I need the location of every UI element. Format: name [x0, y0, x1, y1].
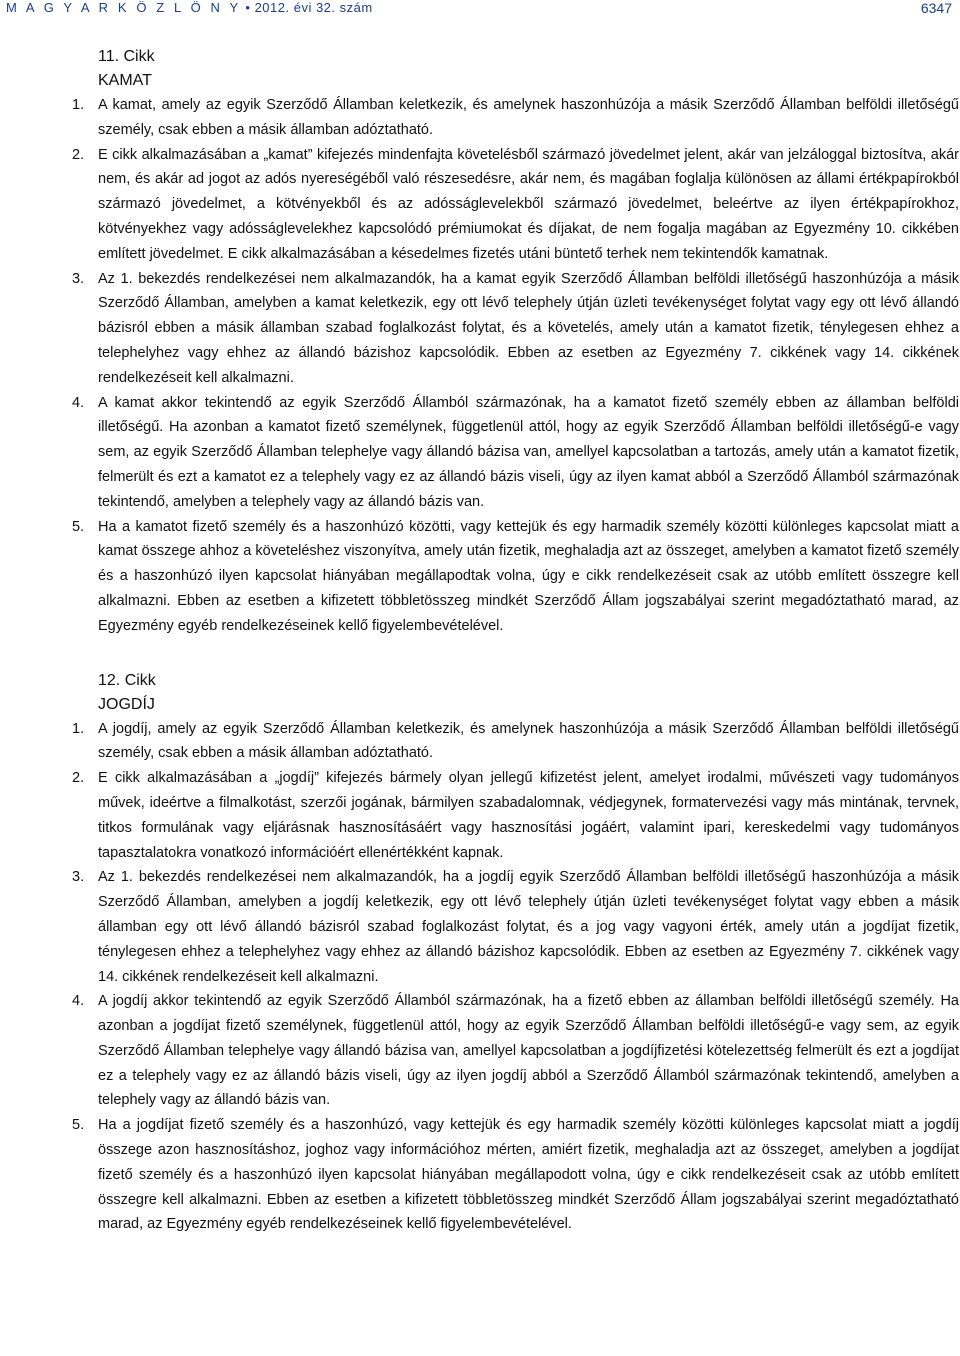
paragraph-number: 5.: [72, 518, 85, 535]
paragraph-number: 1.: [72, 720, 85, 737]
paragraph-text: Az 1. bekezdés rendelkezései nem alkalmazandók, ha a jogdíj egyik Szerződő Államban belföldi illetőségű haszonhúzója a másik Szerződő Államban, amelyben a jogdíj keletkezik, egy ott lévő telephely útján üzleti tevékenységet folytat vagy ebben a másik államban egy ott lévő állandó bázisról szabad foglalkozást folytat, és a jog vagy vagyoni érték, amely után a jogdíjat fizetik, ténylegesen ehhez a telephelyhez vagy ehhez az állandó bázishoz kapcsolódik. Ebben az esetben az Egyezmény 7. cikkének vagy 14. cikkének rendelkezéseit kell alkalmazni.: [98, 869, 959, 985]
paragraph: [72, 1113, 959, 1237]
page-number: 6347: [920, 0, 952, 16]
paragraph-text: Az 1. bekezdés rendelkezései nem alkalmazandók, ha a kamat egyik Szerződő Államban belföldi illetőségű haszonhúzója a másik Szerződő Államban, amelyben a kamat keletkezik, egy ott lévő telephely útján üzleti tevékenységet folytat vagy egy ott lévő állandó bázisról ebben a másik államban szabad foglalkozást folytat, és a követelés, amely után a kamatot fizetik, ténylegesen ehhez a telephelyhez vagy ehhez az állandó bázishoz kapcsolódik. Ebben az esetben az Egyezmény 7. cikkének vagy 14. cikkének rendelkezéseit kell alkalmazni.: [98, 270, 959, 386]
paragraph: [72, 93, 959, 143]
paragraph-number: 3.: [72, 270, 85, 287]
paragraph: [72, 717, 959, 767]
paragraph-text: A jogdíj, amely az egyik Szerződő Államban keletkezik, és amelynek haszonhúzója a másik Szerződő Államban belföldi illetőségű személy, csak ebben a másik államban adóztatható.: [98, 720, 959, 762]
header-left: [6, 0, 373, 15]
paragraph-number: 5.: [72, 1117, 85, 1134]
article-title: KAMAT: [98, 72, 152, 89]
paragraph-text: A kamat akkor tekintendő az egyik Szerződő Államból származónak, ha a kamatot fizető személy ebben az államban belföldi illetőségű. Ha azonban a kamatot fizető személynek, függetlenül attól, hogy az egyik Szerződő Államban belföldi illetőségű-e vagy sem, az egyik Szerződő Államban telephelye vagy állandó bázisa van, amellyel kapcsolatban a tartozás, amely után a kamatot fizetik, felmerült és ezt a kamatot ez a telephely vagy ez az állandó bázis viseli, úgy az ilyen kamat abból a Szerződő Államból származónak tekintendő, amelyben a telephely vagy az állandó bázis van.: [98, 394, 959, 510]
paragraph-number: 4.: [72, 394, 85, 411]
article-12: [72, 669, 959, 1238]
paragraph-text: E cikk alkalmazásában a „jogdíj” kifejezés bármely olyan jellegű kifizetést jelent, amelyet irodalmi, művészeti vagy tudományos művek, ideértve a filmalkotást, szerzői jogának, bármilyen szabadalomnak, védjegynek, formatervezési vagy más mintának, tervnek, titkos formulának vagy eljárásnak hasznosításáért vagy hasznosítási jogáért, valamint ipari, kereskedelmi vagy tudományos tapasztalatokra vonatkozó információért ellenértékként kapnak.: [98, 770, 959, 861]
article-11: [72, 45, 959, 639]
header-bullet: •: [245, 0, 251, 15]
paragraph-number: 1.: [72, 97, 85, 113]
article-number: 11. Cikk: [98, 48, 155, 65]
paragraph: [72, 865, 959, 989]
paragraph-number: 3.: [72, 869, 85, 886]
paragraph-text: A jogdíj akkor tekintendő az egyik Szerződő Államból származónak, ha a fizető ebben az államban belföldi illetőségű személy. Ha azonban a jogdíjat fizető személynek, függetlenül attól, hogy az egyik Szerződő Államban belföldi illetőségű-e vagy sem, az egyik Szerződő Államban telephelye vagy állandó bázisa van, amellyel kapcsolatban a jogdíjfizetési kötelezettség felmerült és ezt a jogdíjat ez a telephely vagy ez az állandó bázis viseli, úgy az ilyen jogdíj abból a Szerződő Államból származónak tekintendő, amelyben a telephely vagy az állandó bázis van.: [98, 993, 959, 1109]
paragraph-number: 2.: [72, 770, 85, 787]
article-number: 12. Cikk: [98, 671, 156, 689]
paragraph-number: 2.: [72, 146, 85, 163]
paragraph: [72, 766, 959, 865]
paragraph: [72, 267, 959, 391]
paragraph-text: Ha a jogdíjat fizető személy és a haszonhúzó, vagy kettejük és egy harmadik személy közötti különleges kapcsolat miatt a jogdíj összege azon hasznosításhoz, joghoz vagy információhoz mérten, amiért fizetik, meghaladja azt az összeget, amelyben a jogdíjat fizető személy és a haszonhúzó ilyen kapcsolat hiányában megállapodott volna, úgy e cikk rendelkezéseit csak az utóbb említett összegre kell alkalmazni. Ebben az esetben a kifizetett többletösszeg mindkét Szerződő Állam jogszabályai szerint megadóztatható marad, az Egyezmény egyéb rendelkezéseinek kellő figyelembevételével.: [98, 1117, 959, 1233]
paragraph: [72, 391, 959, 515]
document-body: [72, 45, 959, 1237]
paragraph-text: Ha a kamatot fizető személy és a haszonhúzó közötti, vagy kettejük és egy harmadik személy közötti különleges kapcsolat miatt a kamat összege ahhoz a követeléshez viszonyítva, amely után fizetik, meghaladja azt az összeget, amelyben a kamatot fizető személy és a haszonhúzó ilyen kapcsolat hiányában megállapodtak volna, úgy e cikk rendelkezéseit csak az utóbb említett összegre kell alkalmazni. Ebben az esetben a kifizetett többletösszeg mindkét Szerződő Állam jogszabályai szerint megadóztatható marad, az Egyezmény egyéb rendelkezéseinek kellő figyelembevételével.: [98, 518, 959, 634]
publication-name: M A G Y A R K Ö Z L Ö N Y: [6, 0, 242, 15]
paragraph: [72, 143, 959, 267]
paragraph-text: A kamat, amely az egyik Szerződő Államban keletkezik, és amelynek haszonhúzója a másik Szerződő Államban belföldi illetőségű személy, csak ebben a másik államban adóztatható.: [98, 97, 959, 138]
article-title: JOGDÍJ: [98, 695, 155, 713]
issue-label: 2012. évi 32. szám: [254, 0, 373, 15]
paragraph-text: E cikk alkalmazásában a „kamat” kifejezés mindenfajta követelésből származó jövedelmet jelent, akár van jelzáloggal biztosítva, akár nem, és akár ad jogot az adós nyereségéből való részesedésre, akár nem, és magában foglalja különösen az állami értékpapírokból származó jövedelmet, a kötvényekből és az adósságlevelekből származó jövedelmet, beleértve az ilyen értékpapírokhoz, kötvényekhez vagy adósságlevelekhez kapcsolódó prémiumokat és díjakat, de nem fogalja magában az Egyezmény 10. cikkében említett jövedelmet. E cikk alkalmazásában a késedelmes fizetés utáni büntető terhek nem tekintendők kamatnak.: [98, 146, 959, 262]
paragraph-number: 4.: [72, 993, 85, 1010]
paragraph: [72, 515, 959, 639]
paragraph: [72, 989, 959, 1113]
page-header: [0, 0, 960, 22]
